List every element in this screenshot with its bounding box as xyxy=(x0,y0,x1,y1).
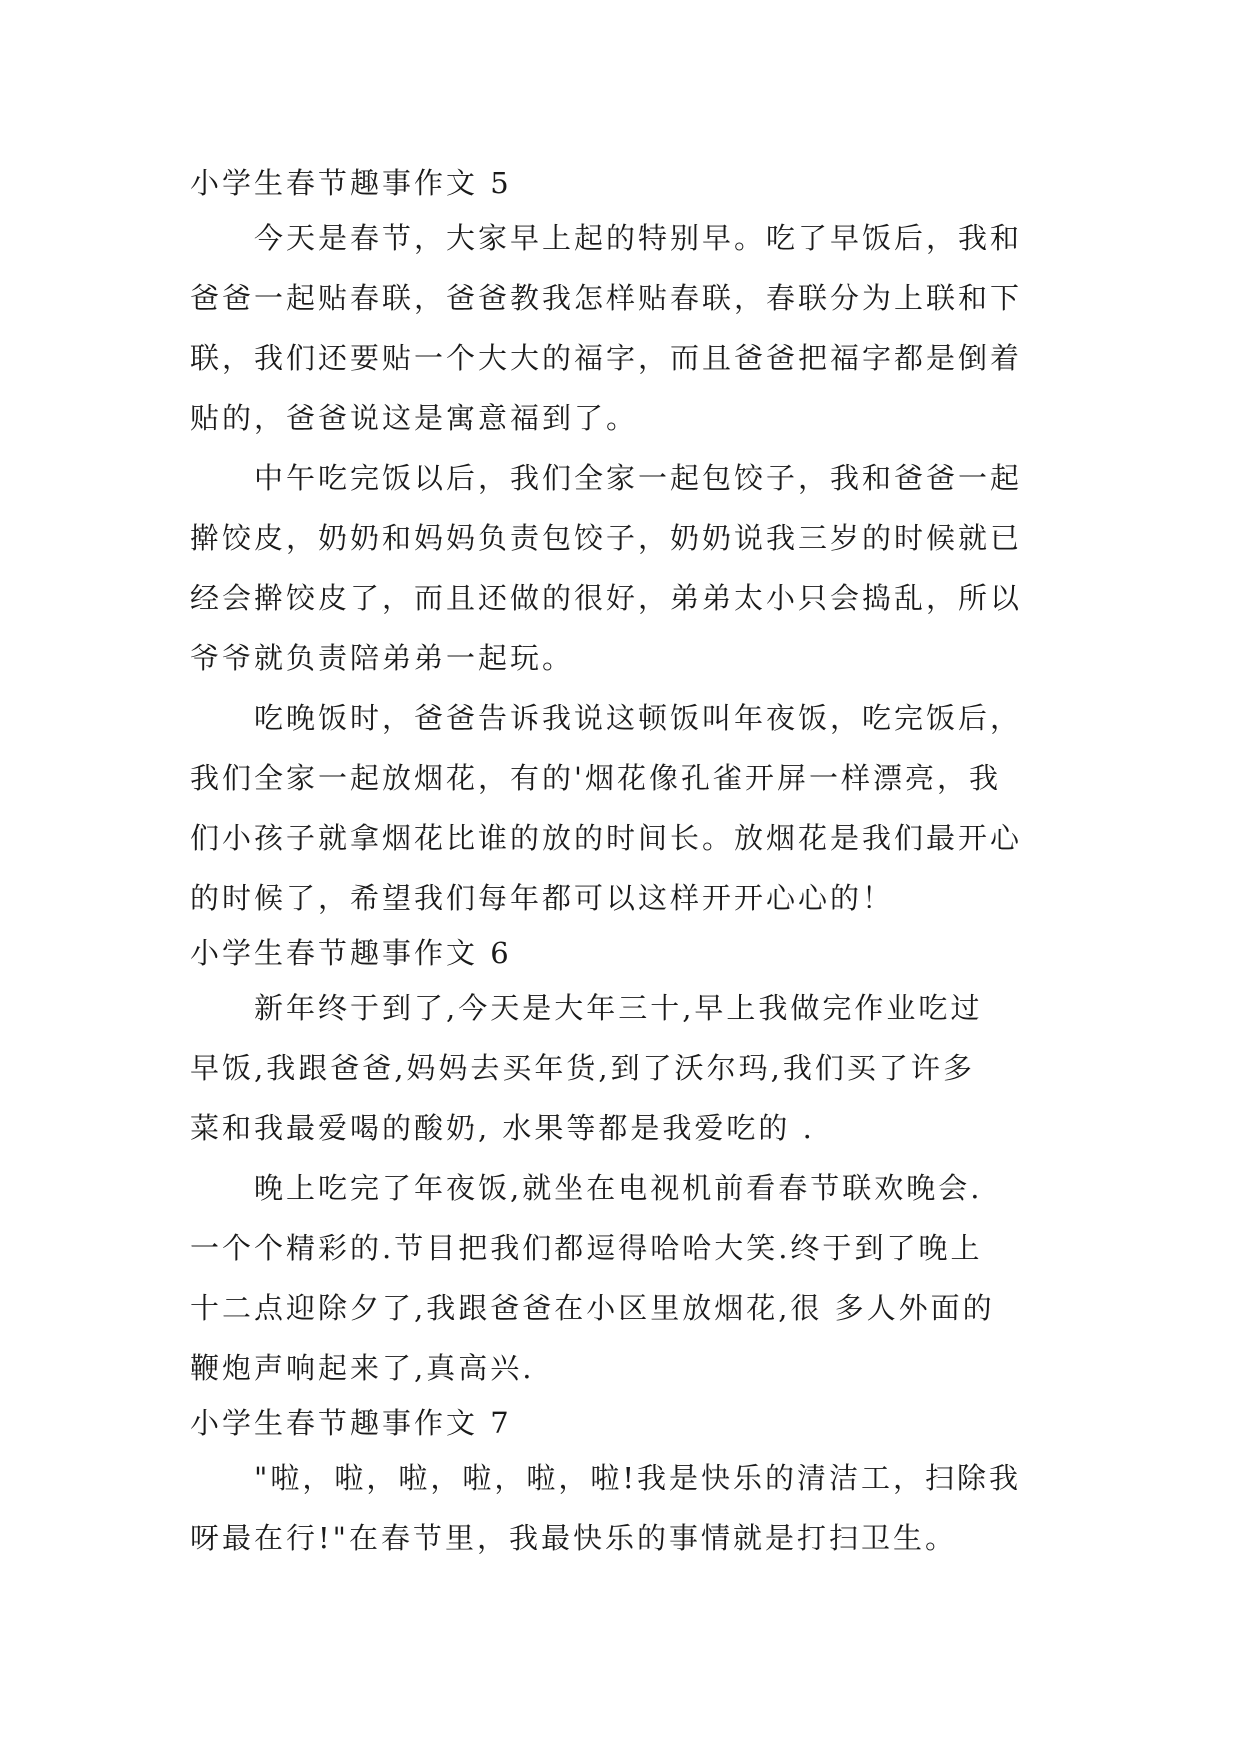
text-line: 鞭炮声响起来了,真高兴. xyxy=(190,1351,535,1385)
text-line: 呀最在行!"在春节里，我最快乐的事情就是打扫卫生。 xyxy=(190,1521,957,1555)
text-line: 经会擀饺皮了，而且还做的很好，弟弟太小只会捣乱，所以 xyxy=(190,581,1023,615)
text-line: 联，我们还要贴一个大大的福字，而且爸爸把福字都是倒着 xyxy=(190,341,1023,375)
text-line: 吃晚饭时，爸爸告诉我说这顿饭叫年夜饭，吃完饭后， xyxy=(254,701,1023,735)
text-line: 十二点迎除夕了,我跟爸爸在小区里放烟花,很 多人外面的 xyxy=(190,1291,995,1325)
text-line: "啦，啦，啦，啦，啦，啦!我是快乐的清洁工，扫除我 xyxy=(254,1461,1021,1495)
text-line: 贴的，爸爸说这是寓意福到了。 xyxy=(190,401,639,435)
paragraph xyxy=(190,688,1060,928)
text-line: 中午吃完饭以后，我们全家一起包饺子，我和爸爸一起 xyxy=(254,461,1023,495)
paragraph xyxy=(190,1448,1060,1568)
text-line: 菜和我最爱喝的酸奶, 水果等都是我爱吃的 . xyxy=(190,1111,815,1145)
section-title: 小学生春节趣事作文 6 xyxy=(190,936,512,970)
text-line: 我们全家一起放烟花，有的'烟花像孔雀开屏一样漂亮，我 xyxy=(190,761,1001,795)
document-body xyxy=(190,158,1060,1568)
text-line: 一个个精彩的.节目把我们都逗得哈哈大笑.终于到了晚上 xyxy=(190,1231,983,1265)
text-line: 爸爸一起贴春联，爸爸教我怎样贴春联，春联分为上联和下 xyxy=(190,281,1023,315)
text-line: 今天是春节，大家早上起的特别早。吃了早饭后，我和 xyxy=(254,221,1023,255)
text-line: 早饭,我跟爸爸,妈妈去买年货,到了沃尔玛,我们买了许多 xyxy=(190,1051,975,1085)
section-title: 小学生春节趣事作文 7 xyxy=(190,1406,512,1440)
paragraph xyxy=(190,1158,1060,1398)
text-line: 擀饺皮，奶奶和妈妈负责包饺子，奶奶说我三岁的时候就已 xyxy=(190,521,1023,555)
text-line: 新年终于到了,今天是大年三十,早上我做完作业吃过 xyxy=(254,991,983,1025)
text-line: 爷爷就负责陪弟弟一起玩。 xyxy=(190,641,575,675)
paragraph xyxy=(190,448,1060,688)
text-line: 们小孩子就拿烟花比谁的放的时间长。放烟花是我们最开心 xyxy=(190,821,1023,855)
text-line: 的时候了，希望我们每年都可以这样开开心心的！ xyxy=(190,881,895,915)
paragraph xyxy=(190,208,1060,448)
text-line: 晚上吃完了年夜饭,就坐在电视机前看春节联欢晚会. xyxy=(254,1171,983,1205)
paragraph xyxy=(190,978,1060,1158)
section-title: 小学生春节趣事作文 5 xyxy=(190,166,512,200)
